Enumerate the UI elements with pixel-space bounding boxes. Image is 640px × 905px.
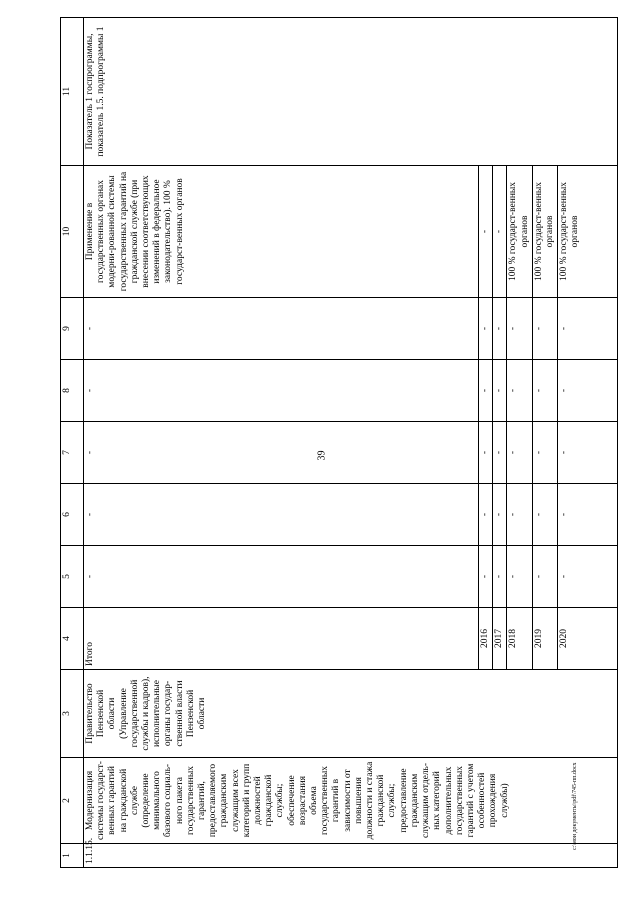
- table-row: [84, 18, 479, 868]
- total-label: Итого: [84, 608, 479, 670]
- year-indicator: 100 % государст-венных органов: [532, 166, 557, 298]
- page-number: 39: [316, 450, 328, 461]
- year-value: -: [532, 484, 557, 546]
- year-value: -: [493, 422, 507, 484]
- year-label: 2020: [558, 608, 618, 670]
- year-value: -: [507, 298, 532, 360]
- year-value: -: [532, 546, 557, 608]
- year-indicator: -: [493, 166, 507, 298]
- year-value: -: [493, 298, 507, 360]
- year-value: -: [558, 422, 618, 484]
- measure-name: Модернизация системы государст-венных гарантий на гражданской службе (определение минимального базового социаль-ного пакета государственных гарантий, предоставляемого гражданским служащим всех категорий и групп должностей гражданской службы; обеспечение возрастания объема государственных гарантий в зависимости от повышения должности и стажа гражданской службы; предоставление гражданским служащим отдель-ных категорий дополнительных государственных гарантий с учетом особенностей прохождения службы): [84, 758, 618, 844]
- header-cell: 4: [61, 608, 84, 670]
- header-cell: 6: [61, 484, 84, 546]
- year-value: -: [558, 484, 618, 546]
- year-value: -: [558, 298, 618, 360]
- program-table: [60, 17, 618, 868]
- header-cell: 8: [61, 360, 84, 422]
- total-value: -: [84, 546, 479, 608]
- year-value: -: [507, 546, 532, 608]
- year-value: -: [479, 546, 493, 608]
- year-indicator: -: [479, 166, 493, 298]
- total-value: -: [84, 484, 479, 546]
- year-label: 2018: [507, 608, 532, 670]
- year-value: -: [558, 360, 618, 422]
- year-value: -: [532, 298, 557, 360]
- year-value: -: [479, 360, 493, 422]
- year-value: -: [532, 422, 557, 484]
- total-indicator: Применение в государственных органах модерни-рованной системы государственных гарантий на гражданской службе (при внесении соответствующих изменений в федеральное законодательство). 100 % государст-венных органов: [84, 166, 479, 298]
- header-cell: 7: [61, 422, 84, 484]
- row-id: 1.1.15.: [84, 844, 618, 868]
- year-value: -: [493, 484, 507, 546]
- header-cell: 11: [61, 18, 84, 166]
- header-cell: 9: [61, 298, 84, 360]
- header-cell: 2: [61, 758, 84, 844]
- year-label: 2019: [532, 608, 557, 670]
- total-value: -: [84, 298, 479, 360]
- header-cell: 3: [61, 670, 84, 758]
- rotated-table-container: [60, 18, 582, 868]
- program-reference: Показатель 1 госпрограммы, показатель 1.5. подпрограммы 1: [84, 18, 618, 166]
- header-cell: 10: [61, 166, 84, 298]
- header-cell: 5: [61, 546, 84, 608]
- executor: Правительство Пензенской области (Управление государственной службы и кадров), исполнительные органы государ-ственной власти Пензенской области: [84, 670, 618, 758]
- year-label: 2016: [479, 608, 493, 670]
- total-value: -: [84, 360, 479, 422]
- year-value: -: [493, 546, 507, 608]
- year-value: -: [493, 360, 507, 422]
- year-indicator: 100 % государст-венных органов: [558, 166, 618, 298]
- year-value: -: [507, 360, 532, 422]
- footer-file-path: c:\мои документы\pdf\745-пп.docx: [572, 762, 578, 850]
- year-value: -: [558, 546, 618, 608]
- year-value: -: [479, 484, 493, 546]
- year-label: 2017: [493, 608, 507, 670]
- total-value: -: [84, 422, 479, 484]
- year-value: -: [532, 360, 557, 422]
- year-indicator: 100 % государст-венных органов: [507, 166, 532, 298]
- header-row: [61, 18, 84, 868]
- year-value: -: [507, 484, 532, 546]
- year-value: -: [507, 422, 532, 484]
- year-value: -: [479, 298, 493, 360]
- header-cell: 1: [61, 844, 84, 868]
- year-value: -: [479, 422, 493, 484]
